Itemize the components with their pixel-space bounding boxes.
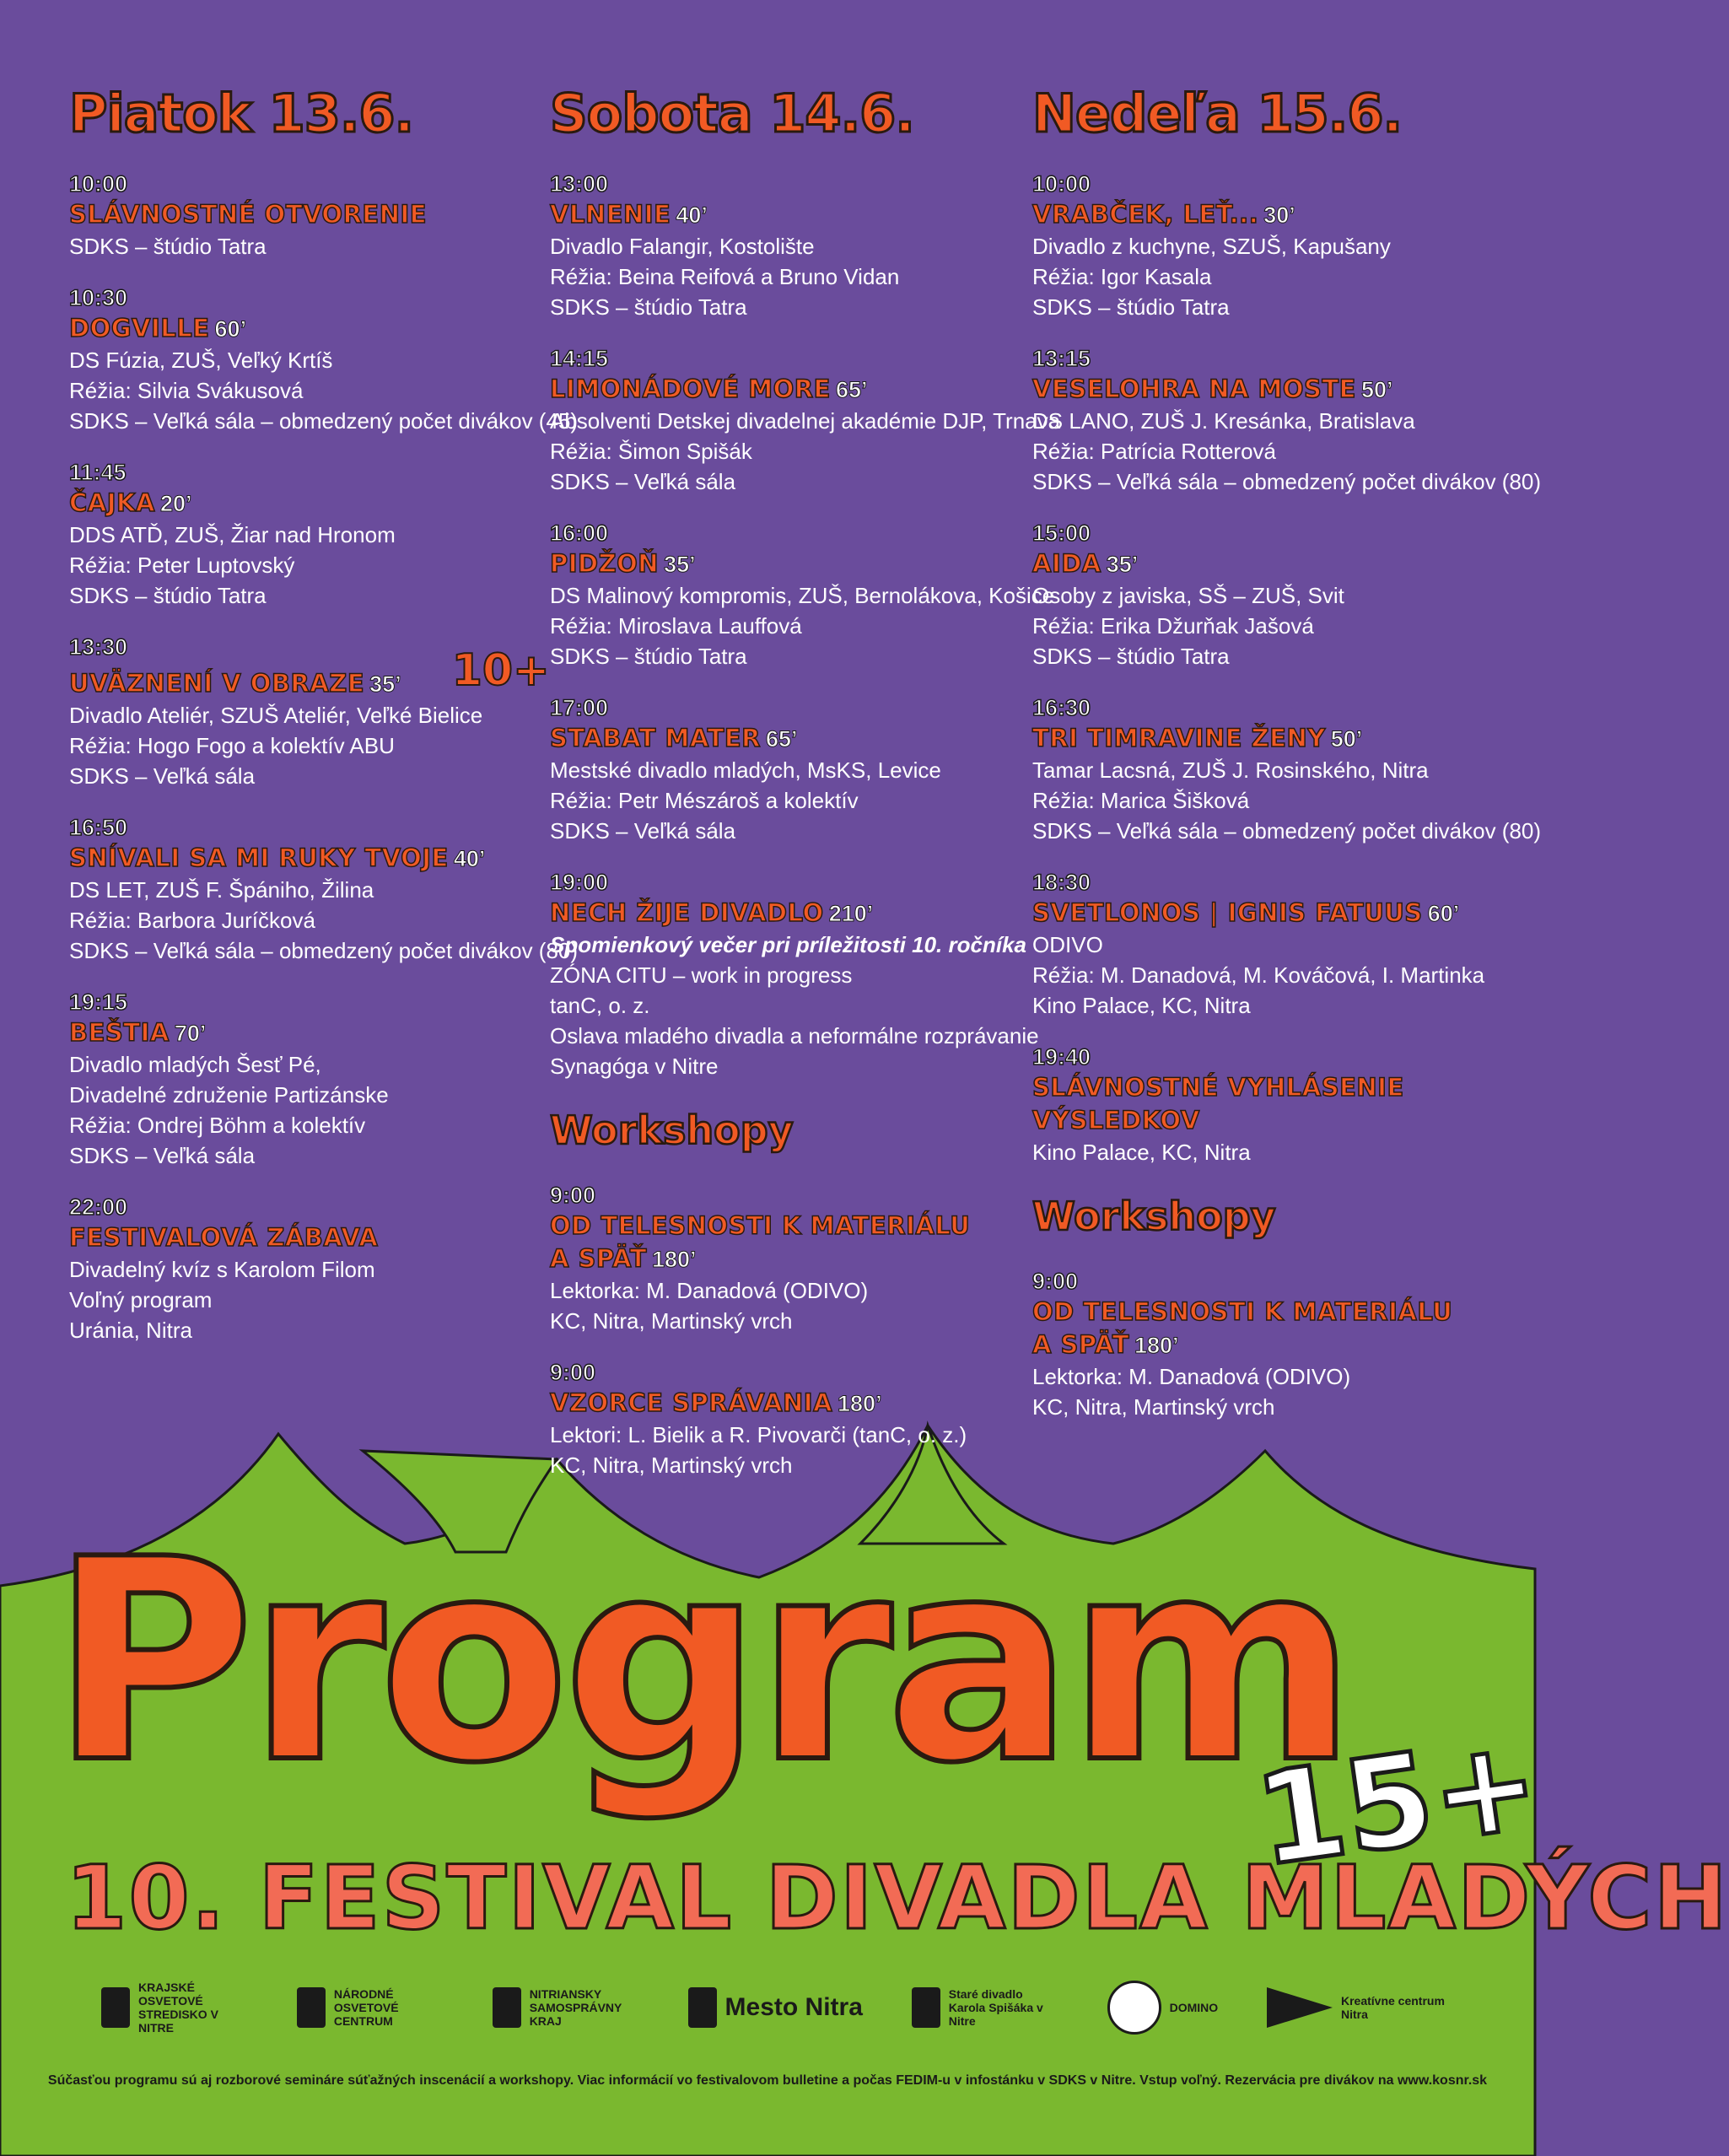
event-detail: SDKS – Veľká sála bbox=[550, 469, 736, 494]
logo-label: Staré divadlo Karola Spišáka v Nitre bbox=[948, 1987, 1043, 2028]
event-title: BEŠTIA bbox=[69, 1018, 170, 1047]
event-item bbox=[69, 988, 550, 1171]
event-duration: 50’ bbox=[1361, 377, 1393, 402]
logo-label: NITRIANSKY SAMOSPRÁVNY KRAJ bbox=[529, 1987, 622, 2028]
logo-kos-nitra bbox=[101, 1981, 248, 2035]
workshops-heading: Workshopy bbox=[550, 1108, 794, 1153]
logo-label: NÁRODNÉ OSVETOVÉ CENTRUM bbox=[333, 1987, 399, 2028]
crest-icon bbox=[493, 1987, 521, 2028]
kc-flag-icon bbox=[1267, 1987, 1333, 2028]
event-detail: KC, Nitra, Martinský vrch bbox=[1032, 1394, 1275, 1420]
event-item bbox=[69, 458, 550, 611]
event-detail: Réžia: Beina Reifová a Bruno Vidan bbox=[550, 264, 900, 289]
event-title: SLÁVNOSTNÉ VYHLÁSENIE bbox=[1032, 1073, 1404, 1102]
emblem-icon bbox=[297, 1987, 326, 2028]
event-duration: 60’ bbox=[214, 316, 247, 342]
event-subtitle: Spomienkový večer pri príležitosti 10. ročníka bbox=[550, 932, 1026, 957]
event-detail: SDKS – štúdio Tatra bbox=[1032, 644, 1230, 669]
event-title: SLÁVNOSTNÉ OTVORENIE bbox=[69, 200, 428, 229]
event-detail: Tamar Lacsná, ZUŠ J. Rosinského, Nitra bbox=[1032, 757, 1429, 783]
logo-noc bbox=[297, 1987, 444, 2028]
footer-note: Súčasťou programu sú aj rozborové semináre súťažných inscenácií a workshopy. Viac informácií vo festivalovom bulletine a počas FEDIM-u v infostánku v SDKS v Nitre. Vstup voľný. Rezervácia pre divákov na www.kosnr.sk bbox=[47, 2073, 1488, 2088]
event-detail: Mestské divadlo mladých, MsKS, Levice bbox=[550, 757, 941, 783]
day-title: Nedeľa 15.6. bbox=[1032, 83, 1403, 144]
day-column-sunday bbox=[1032, 80, 1542, 1444]
event-item bbox=[69, 283, 579, 436]
workshop-item bbox=[550, 1358, 1031, 1480]
logo-label: DOMINO bbox=[1169, 2001, 1219, 2014]
event-detail: DS Fúzia, ZUŠ, Veľký Krtíš bbox=[69, 348, 333, 373]
event-item bbox=[550, 170, 1031, 322]
event-detail: SDKS – štúdio Tatra bbox=[69, 583, 267, 608]
day-column-saturday bbox=[550, 80, 1061, 1502]
event-time: 14:15 bbox=[550, 346, 609, 371]
day-title: Sobota 14.6. bbox=[550, 83, 914, 144]
event-time: 9:00 bbox=[550, 1360, 596, 1385]
event-detail: tanC, o. z. bbox=[550, 993, 650, 1018]
event-detail: SDKS – Veľká sála – obmedzený počet divákov (80) bbox=[1032, 469, 1542, 494]
event-detail: KC, Nitra, Martinský vrch bbox=[550, 1308, 793, 1334]
event-detail: Divadelné združenie Partizánske bbox=[69, 1082, 389, 1108]
event-detail: Divadlo z kuchyne, SZUŠ, Kapušany bbox=[1032, 234, 1391, 259]
event-item bbox=[550, 344, 1061, 497]
event-detail: SDKS – Veľká sála – obmedzený počet divákov (80) bbox=[69, 938, 579, 963]
workshop-item bbox=[1032, 1267, 1513, 1422]
event-time: 19:00 bbox=[550, 870, 609, 895]
event-item bbox=[69, 170, 550, 261]
program-title: Program bbox=[51, 1500, 1350, 1824]
event-detail: Réžia: Šimon Spišák bbox=[550, 439, 752, 464]
event-time: 9:00 bbox=[1032, 1269, 1079, 1294]
k-mark-icon bbox=[101, 1987, 130, 2028]
event-duration: 210’ bbox=[828, 901, 874, 926]
event-item bbox=[550, 519, 1055, 671]
event-detail: Divadlo Falangir, Kostolište bbox=[550, 234, 815, 259]
workshops-heading: Workshopy bbox=[1032, 1194, 1276, 1239]
event-item bbox=[550, 868, 1039, 1081]
event-detail: Osoby z javiska, SŠ – ZUŠ, Svit bbox=[1032, 583, 1344, 608]
logo-label: KRAJSKÉ OSVETOVÉ STREDISKO V NITRE bbox=[138, 1981, 218, 2035]
event-detail: SDKS – Veľká sála bbox=[69, 1143, 256, 1168]
event-time: 16:30 bbox=[1032, 695, 1091, 720]
event-title: SNÍVALI SA MI RUKY TVOJE bbox=[69, 844, 449, 872]
event-duration: 40’ bbox=[453, 846, 486, 871]
age-badge: 10+ bbox=[451, 645, 550, 696]
event-detail: Réžia: Igor Kasala bbox=[1032, 264, 1212, 289]
logo-label: Kreatívne centrum Nitra bbox=[1340, 1994, 1445, 2021]
event-detail: SDKS – Veľká sála bbox=[550, 818, 736, 844]
event-detail: Kino Palace, KC, Nitra bbox=[1032, 993, 1251, 1018]
event-detail: DS LET, ZUŠ F. Špániho, Žilina bbox=[69, 877, 374, 903]
event-detail: Voľný program bbox=[69, 1287, 213, 1312]
event-duration: 20’ bbox=[159, 491, 192, 516]
event-title: ČAJKA bbox=[69, 488, 155, 517]
event-title: FESTIVALOVÁ ZÁBAVA bbox=[69, 1223, 379, 1252]
event-title: UVÄZNENÍ V OBRAZE bbox=[69, 669, 365, 698]
event-time: 15:00 bbox=[1032, 520, 1091, 546]
event-detail: SDKS – Veľká sála – obmedzený počet divákov (80) bbox=[1032, 818, 1542, 844]
event-title: VRABČEK, LEŤ... bbox=[1032, 200, 1259, 229]
event-detail: Uránia, Nitra bbox=[69, 1318, 192, 1343]
event-duration: 50’ bbox=[1330, 726, 1363, 752]
event-detail: Divadlo mladých Šesť Pé, bbox=[69, 1052, 321, 1077]
logo-stare-divadlo bbox=[912, 1987, 1058, 2028]
theatre-mark-icon bbox=[912, 1987, 940, 2028]
event-duration: 60’ bbox=[1427, 901, 1460, 926]
event-item bbox=[69, 813, 579, 966]
event-duration: 40’ bbox=[676, 202, 708, 228]
event-title: SVETLONOS | IGNIS FATUUS bbox=[1032, 898, 1423, 927]
day-title: Piatok 13.6. bbox=[69, 83, 414, 144]
event-detail: DS Malinový kompromis, ZUŠ, Bernolákova, Košice bbox=[550, 583, 1055, 608]
event-detail: Divadelný kvíz s Karolom Filom bbox=[69, 1257, 375, 1282]
event-detail: Réžia: Petr Mészároš a kolektív bbox=[550, 788, 859, 813]
event-detail: DS LANO, ZUŠ J. Kresánka, Bratislava bbox=[1032, 408, 1415, 434]
workshop-item bbox=[550, 1181, 1031, 1336]
event-title: OD TELESNOSTI K MATERIÁLU bbox=[1032, 1297, 1453, 1326]
event-time: 11:45 bbox=[69, 460, 127, 485]
event-duration: 65’ bbox=[835, 377, 868, 402]
event-detail: ZÓNA CITU – work in progress bbox=[550, 962, 853, 988]
event-time: 18:30 bbox=[1032, 870, 1091, 895]
event-time: 10:00 bbox=[1032, 171, 1091, 197]
event-item bbox=[69, 1193, 550, 1345]
logo-label: Mesto Nitra bbox=[724, 1993, 863, 2021]
event-title: DOGVILLE bbox=[69, 314, 210, 342]
event-detail: Réžia: M. Danadová, M. Kováčová, I. Martinka bbox=[1032, 962, 1485, 988]
event-duration: 35’ bbox=[664, 552, 696, 577]
event-duration: 180’ bbox=[1134, 1333, 1179, 1358]
event-time: 19:40 bbox=[1032, 1044, 1091, 1070]
event-detail: Réžia: Peter Luptovský bbox=[69, 552, 295, 578]
event-detail: Réžia: Ondrej Böhm a kolektív bbox=[69, 1113, 366, 1138]
event-time: 10:00 bbox=[69, 171, 128, 197]
event-detail: SDKS – štúdio Tatra bbox=[550, 644, 747, 669]
event-time: 9:00 bbox=[550, 1183, 596, 1208]
event-duration: 35’ bbox=[369, 671, 401, 697]
event-detail: Lektorka: M. Danadová (ODIVO) bbox=[1032, 1364, 1351, 1389]
logo-mesto-nitra bbox=[688, 1987, 863, 2028]
logo-domino bbox=[1107, 1981, 1219, 2035]
event-detail: Réžia: Erika Džurňak Jašová bbox=[1032, 613, 1314, 639]
event-item bbox=[1032, 868, 1513, 1021]
event-detail: Kino Palace, KC, Nitra bbox=[1032, 1140, 1251, 1165]
event-detail: Réžia: Barbora Juríčková bbox=[69, 908, 315, 933]
event-time: 16:50 bbox=[69, 815, 128, 840]
event-duration: 70’ bbox=[174, 1021, 207, 1046]
event-title: VZORCE SPRÁVANIA bbox=[550, 1388, 833, 1417]
event-item bbox=[1032, 170, 1513, 322]
event-item bbox=[1032, 693, 1542, 846]
event-detail: Réžia: Miroslava Lauffová bbox=[550, 613, 802, 639]
age-rating-tag: 15+ bbox=[1247, 1710, 1548, 1895]
event-duration: 35’ bbox=[1106, 552, 1139, 577]
event-title: PIDŽOŇ bbox=[550, 549, 660, 578]
logo-nsk bbox=[493, 1987, 639, 2028]
domino-round-icon bbox=[1107, 1981, 1161, 2035]
event-item bbox=[1032, 1043, 1513, 1167]
event-title: VESELOHRA NA MOSTE bbox=[1032, 375, 1356, 403]
event-title: OD TELESNOSTI K MATERIÁLU bbox=[550, 1211, 971, 1240]
event-detail: Réžia: Hogo Fogo a kolektív ABU bbox=[69, 733, 395, 758]
event-item bbox=[550, 693, 1031, 846]
city-crest-icon bbox=[688, 1987, 717, 2028]
event-time: 13:15 bbox=[1032, 346, 1091, 371]
partner-logos bbox=[101, 1978, 1451, 2037]
event-title: NECH ŽIJE DIVADLO bbox=[550, 898, 824, 927]
event-time: 10:30 bbox=[69, 285, 128, 310]
event-title: VLNENIE bbox=[550, 200, 671, 229]
event-duration: 65’ bbox=[766, 726, 798, 752]
event-time: 22:00 bbox=[69, 1194, 128, 1220]
event-detail: KC, Nitra, Martinský vrch bbox=[550, 1453, 793, 1478]
event-time: 13:30 bbox=[69, 634, 128, 660]
event-detail: Réžia: Patrícia Rotterová bbox=[1032, 439, 1277, 464]
event-detail: SDKS – Veľká sála bbox=[69, 763, 256, 789]
event-time: 17:00 bbox=[550, 695, 609, 720]
event-time: 13:00 bbox=[550, 171, 609, 197]
event-detail: ODIVO bbox=[1032, 932, 1103, 957]
event-detail: Oslava mladého divadla a neformálne rozprávanie bbox=[550, 1023, 1039, 1048]
event-detail: SDKS – štúdio Tatra bbox=[550, 294, 747, 320]
event-duration: 180’ bbox=[838, 1391, 882, 1416]
event-detail: Réžia: Marica Šišková bbox=[1032, 788, 1250, 813]
event-title: LIMONÁDOVÉ MORE bbox=[550, 375, 831, 403]
event-duration: 30’ bbox=[1263, 202, 1295, 228]
event-title-continued: VÝSLEDKOV bbox=[1032, 1106, 1200, 1135]
event-time: 16:00 bbox=[550, 520, 609, 546]
logo-kreativne-centrum bbox=[1267, 1987, 1451, 2028]
event-detail: DDS ATĎ, ZUŠ, Žiar nad Hronom bbox=[69, 522, 396, 547]
festival-name: 10. FESTIVAL DIVADLA MLADÝCH bbox=[66, 1846, 1729, 1949]
event-duration: 180’ bbox=[652, 1247, 697, 1272]
event-detail: Synagóga v Nitre bbox=[550, 1054, 719, 1079]
event-detail: Absolventi Detskej divadelnej akadémie DJP, Trnava bbox=[550, 408, 1061, 434]
event-item bbox=[69, 633, 550, 791]
event-detail: SDKS – Veľká sála – obmedzený počet divákov (45) bbox=[69, 408, 579, 434]
event-detail: Réžia: Silvia Svákusová bbox=[69, 378, 304, 403]
event-title-continued: A SPÄŤ bbox=[1032, 1330, 1129, 1359]
event-detail: Divadlo Ateliér, SZUŠ Ateliér, Veľké Bielice bbox=[69, 703, 483, 728]
event-detail: Lektorka: M. Danadová (ODIVO) bbox=[550, 1278, 869, 1303]
event-item bbox=[1032, 344, 1542, 497]
event-title: STABAT MATER bbox=[550, 724, 762, 752]
event-detail: SDKS – štúdio Tatra bbox=[1032, 294, 1230, 320]
event-time: 19:15 bbox=[69, 989, 128, 1015]
event-title: TRI TIMRAVINE ŽENY bbox=[1032, 724, 1326, 752]
event-item bbox=[1032, 519, 1513, 671]
event-title-continued: A SPÄŤ bbox=[550, 1244, 647, 1273]
event-detail: Lektori: L. Bielik a R. Pivovarči (tanC, o. z.) bbox=[550, 1422, 967, 1447]
event-detail: SDKS – štúdio Tatra bbox=[69, 234, 267, 259]
event-title: AIDA bbox=[1032, 549, 1101, 578]
